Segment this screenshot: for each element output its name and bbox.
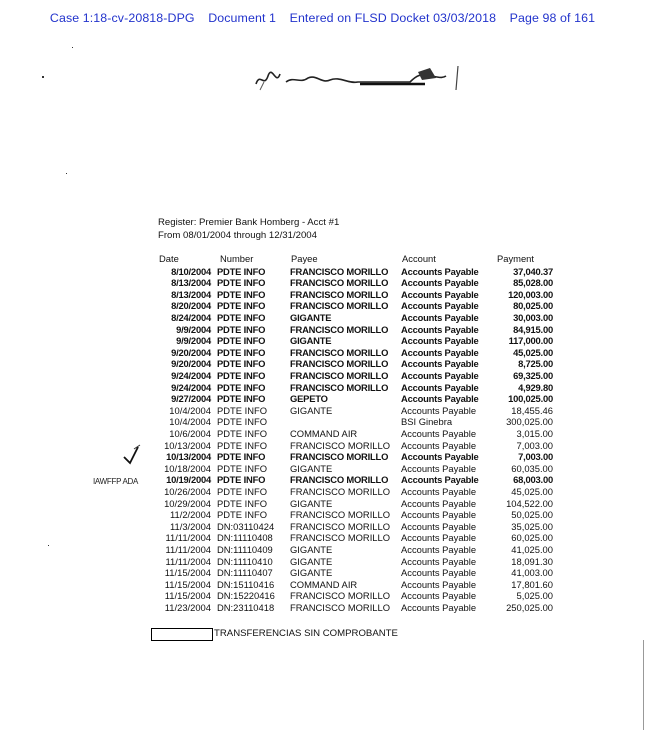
cell-account: Accounts Payable <box>401 543 477 555</box>
legend-swatch <box>151 628 213 641</box>
cell-account: Accounts Payable <box>401 451 479 463</box>
cell-number: PDTE INFO <box>217 335 266 347</box>
cell-number: PDTE INFO <box>217 288 266 300</box>
cell-number: DN:23110418 <box>217 601 275 613</box>
cell-payee: COMMAND AIR <box>290 578 358 590</box>
cell-date: 9/27/2004 <box>171 393 211 405</box>
cell-date: 9/24/2004 <box>171 381 211 393</box>
cell-account: Accounts Payable <box>401 578 477 590</box>
cell-date: 9/24/2004 <box>171 369 211 381</box>
cell-payment: 45,025.00 <box>511 485 553 497</box>
cell-payee: GIGANTE <box>290 543 333 555</box>
cell-account: Accounts Payable <box>401 485 477 497</box>
cell-number: PDTE INFO <box>217 358 266 370</box>
cell-payment: 18,455.46 <box>511 404 553 416</box>
table-row <box>0 324 645 336</box>
cell-number: PDTE INFO <box>217 485 268 497</box>
cell-number: DN:11110410 <box>217 555 273 567</box>
table-row <box>0 416 645 428</box>
cell-number: DN:03110424 <box>217 520 275 532</box>
table-row <box>0 486 645 498</box>
cell-date: 10/18/2004 <box>164 462 211 474</box>
cell-number: PDTE INFO <box>217 474 266 486</box>
cell-account: Accounts Payable <box>401 358 479 370</box>
scan-speck <box>66 173 67 174</box>
table-row <box>0 277 645 289</box>
cell-account: BSI Ginebra <box>401 416 453 428</box>
table-row <box>0 590 645 602</box>
cell-number: PDTE INFO <box>217 381 266 393</box>
cell-payee: COMMAND AIR <box>290 427 358 439</box>
cell-account: Accounts Payable <box>401 590 477 602</box>
cell-number: PDTE INFO <box>217 427 268 439</box>
cell-payee: GIGANTE <box>290 311 332 323</box>
cell-payee: FRANCISCO MORILLO <box>290 300 389 312</box>
cell-number: PDTE INFO <box>217 497 268 509</box>
handwritten-signature <box>250 62 470 96</box>
table-row <box>0 602 645 614</box>
cell-payment: 30,003.00 <box>513 311 553 323</box>
case-number: Case 1:18-cv-20818-DPG <box>49 11 195 25</box>
cell-payee: FRANCISCO MORILLO <box>290 346 389 358</box>
cell-account: Accounts Payable <box>401 509 477 521</box>
cell-payee: FRANCISCO MORILLO <box>290 323 389 335</box>
cell-payment: 300,025.00 <box>506 416 553 428</box>
cell-account: Accounts Payable <box>401 520 477 532</box>
cell-payment: 84,915.00 <box>513 323 553 335</box>
cell-payment: 7,003.00 <box>518 451 553 463</box>
cell-number: PDTE INFO <box>217 265 266 277</box>
cell-account: Accounts Payable <box>401 323 479 335</box>
cell-number: PDTE INFO <box>217 300 266 312</box>
handwritten-margin-note: IAWFFP ADA <box>93 477 139 486</box>
docket-header <box>0 11 645 25</box>
cell-payment: 104,522.00 <box>506 497 553 509</box>
column-header-date: Date <box>159 253 179 264</box>
cell-account: Accounts Payable <box>401 601 477 613</box>
cell-date: 9/20/2004 <box>171 358 211 370</box>
table-row <box>0 289 645 301</box>
cell-payee: FRANCISCO MORILLO <box>290 369 389 381</box>
table-row <box>0 498 645 510</box>
cell-account: Accounts Payable <box>401 532 477 544</box>
table-row <box>0 405 645 417</box>
cell-number: PDTE INFO <box>217 462 268 474</box>
cell-date: 9/20/2004 <box>171 346 211 358</box>
cell-payment: 100,025.00 <box>508 393 553 405</box>
cell-payment: 4,929.80 <box>518 381 553 393</box>
cell-payee: FRANCISCO MORILLO <box>290 601 391 613</box>
cell-account: Accounts Payable <box>401 288 479 300</box>
scan-speck <box>72 47 73 48</box>
cell-payment: 37,040.37 <box>513 265 553 277</box>
table-row <box>0 266 645 278</box>
cell-account: Accounts Payable <box>401 393 479 405</box>
cell-payee: FRANCISCO MORILLO <box>290 451 389 463</box>
cell-number: DN:15110416 <box>217 578 275 590</box>
cell-date: 11/11/2004 <box>165 543 211 555</box>
cell-number: PDTE INFO <box>217 311 266 323</box>
cell-payee: GIGANTE <box>290 567 333 579</box>
cell-payee: GIGANTE <box>290 404 333 416</box>
cell-account: Accounts Payable <box>401 346 479 358</box>
table-row <box>0 312 645 324</box>
cell-date: 8/13/2004 <box>171 277 211 289</box>
cell-payee: GIGANTE <box>290 335 332 347</box>
pen-check-mark <box>120 443 144 469</box>
cell-payment: 45,025.00 <box>513 346 553 358</box>
cell-payment: 50,025.00 <box>511 509 553 521</box>
table-row <box>0 532 645 544</box>
cell-account: Accounts Payable <box>401 381 479 393</box>
cell-date: 8/24/2004 <box>171 311 211 323</box>
table-row <box>0 382 645 394</box>
table-row <box>0 393 645 405</box>
cell-number: PDTE INFO <box>217 393 266 405</box>
cell-number: PDTE INFO <box>217 509 268 521</box>
table-row <box>0 335 645 347</box>
table-row <box>0 428 645 440</box>
cell-date: 11/11/2004 <box>165 532 211 544</box>
cell-payment: 18,091.30 <box>511 555 553 567</box>
cell-payment: 35,025.00 <box>511 520 553 532</box>
cell-number: DN:11110408 <box>217 532 273 544</box>
cell-number: PDTE INFO <box>217 404 268 416</box>
cell-date: 10/4/2004 <box>169 416 211 428</box>
cell-payment: 69,325.00 <box>513 369 553 381</box>
cell-payment: 8,725.00 <box>518 358 553 370</box>
cell-date: 11/15/2004 <box>164 578 211 590</box>
legend-label: TRANSFERENCIAS SIN COMPROBANTE <box>214 628 398 639</box>
cell-payment: 41,003.00 <box>511 567 553 579</box>
cell-account: Accounts Payable <box>401 311 479 323</box>
cell-number: DN:15220416 <box>217 590 275 602</box>
cell-payment: 7,003.00 <box>516 439 553 451</box>
cell-payee: GIGANTE <box>290 555 333 567</box>
cell-payee: FRANCISCO MORILLO <box>290 381 389 393</box>
cell-account: Accounts Payable <box>401 265 479 277</box>
cell-date: 9/9/2004 <box>176 335 211 347</box>
cell-date: 10/29/2004 <box>164 497 211 509</box>
table-row <box>0 579 645 591</box>
cell-date: 10/26/2004 <box>164 485 211 497</box>
table-row <box>0 347 645 359</box>
cell-payee: FRANCISCO MORILLO <box>290 358 389 370</box>
cell-number: DN:11110407 <box>217 567 273 579</box>
cell-number: DN:11110409 <box>217 543 273 555</box>
register-date-range: From 08/01/2004 through 12/31/2004 <box>158 230 317 241</box>
cell-date: 10/6/2004 <box>169 427 211 439</box>
cell-account: Accounts Payable <box>401 555 477 567</box>
cell-date: 11/15/2004 <box>164 567 211 579</box>
cell-number: PDTE INFO <box>217 277 266 289</box>
table-row <box>0 370 645 382</box>
cell-account: Accounts Payable <box>401 300 479 312</box>
table-row <box>0 358 645 370</box>
cell-account: Accounts Payable <box>401 335 479 347</box>
cell-date: 8/20/2004 <box>171 300 211 312</box>
cell-payee: FRANCISCO MORILLO <box>290 265 389 277</box>
cell-payee: FRANCISCO MORILLO <box>290 485 391 497</box>
table-row <box>0 567 645 579</box>
cell-number: PDTE INFO <box>217 451 266 463</box>
docket-entry: Entered on FLSD Docket 03/03/2018 <box>289 11 497 25</box>
column-header-payment: Payment <box>497 253 534 264</box>
cell-date: 8/13/2004 <box>171 288 211 300</box>
cell-payment: 120,003.00 <box>508 288 553 300</box>
cell-payment: 3,015.00 <box>516 427 553 439</box>
cell-payee: FRANCISCO MORILLO <box>290 439 391 451</box>
cell-payee: FRANCISCO MORILLO <box>290 590 391 602</box>
cell-date: 10/13/2004 <box>166 451 211 463</box>
cell-payee: FRANCISCO MORILLO <box>290 474 389 486</box>
cell-number: PDTE INFO <box>217 323 266 335</box>
cell-payee: FRANCISCO MORILLO <box>290 520 391 532</box>
cell-date: 11/11/2004 <box>165 555 211 567</box>
cell-payee: FRANCISCO MORILLO <box>290 509 391 521</box>
column-header-number: Number <box>220 253 254 264</box>
cell-account: Accounts Payable <box>401 404 477 416</box>
table-row <box>0 521 645 533</box>
document-number: Document 1 <box>208 11 277 25</box>
cell-number: PDTE INFO <box>217 369 266 381</box>
cell-payment: 250,025.00 <box>506 601 553 613</box>
table-row <box>0 509 645 521</box>
cell-payment: 5,025.00 <box>516 590 553 602</box>
column-header-payee: Payee <box>291 253 318 264</box>
cell-payee: FRANCISCO MORILLO <box>290 288 389 300</box>
cell-account: Accounts Payable <box>401 427 477 439</box>
table-row <box>0 544 645 556</box>
cell-account: Accounts Payable <box>401 277 479 289</box>
cell-account: Accounts Payable <box>401 567 477 579</box>
cell-payee: FRANCISCO MORILLO <box>290 277 389 289</box>
cell-account: Accounts Payable <box>401 497 477 509</box>
cell-payee: FRANCISCO MORILLO <box>290 532 391 544</box>
cell-payee: GEPETO <box>290 393 328 405</box>
cell-payment: 80,025.00 <box>513 300 553 312</box>
cell-account: Accounts Payable <box>401 462 477 474</box>
page-number: Page 98 of 161 <box>509 11 596 25</box>
cell-date: 10/4/2004 <box>169 404 211 416</box>
cell-payment: 17,801.60 <box>511 578 553 590</box>
table-row <box>0 451 645 463</box>
table-row <box>0 463 645 475</box>
cell-payee: GIGANTE <box>290 497 333 509</box>
table-row <box>0 300 645 312</box>
cell-account: Accounts Payable <box>401 369 479 381</box>
cell-payment: 60,025.00 <box>511 532 553 544</box>
cell-date: 8/10/2004 <box>171 265 211 277</box>
cell-date: 11/15/2004 <box>164 590 211 602</box>
cell-date: 9/9/2004 <box>176 323 211 335</box>
cell-payee: GIGANTE <box>290 462 333 474</box>
table-row <box>0 556 645 568</box>
register-title: Register: Premier Bank Homberg - Acct #1 <box>158 217 340 228</box>
column-header-account: Account <box>402 253 436 264</box>
cell-account: Accounts Payable <box>401 474 479 486</box>
cell-number: PDTE INFO <box>217 416 268 428</box>
cell-account: Accounts Payable <box>401 439 477 451</box>
table-row <box>0 440 645 452</box>
cell-date: 10/19/2004 <box>166 474 211 486</box>
cell-payment: 85,028.00 <box>513 277 553 289</box>
cell-payment: 117,000.00 <box>508 335 553 347</box>
cell-payment: 68,003.00 <box>513 474 553 486</box>
scan-speck <box>42 76 44 78</box>
cell-date: 11/3/2004 <box>169 520 211 532</box>
cell-number: PDTE INFO <box>217 439 268 451</box>
cell-date: 11/23/2004 <box>164 601 211 613</box>
cell-date: 10/13/2004 <box>164 439 211 451</box>
scan-edge-line <box>643 640 644 730</box>
cell-payment: 60,035.00 <box>511 462 553 474</box>
cell-payment: 41,025.00 <box>511 543 553 555</box>
cell-date: 11/2/2004 <box>169 509 211 521</box>
cell-number: PDTE INFO <box>217 346 266 358</box>
